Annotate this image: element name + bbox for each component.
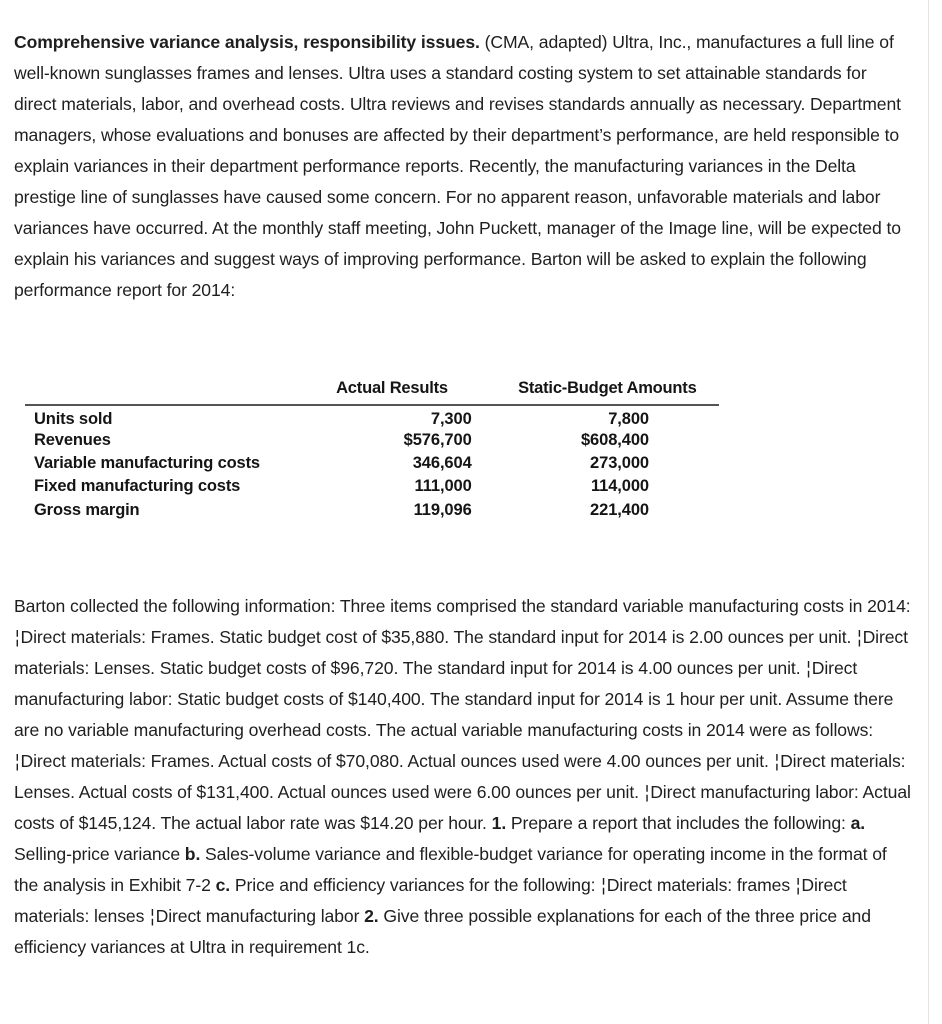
closing-sentence-4: Direct manufacturing labor: Static budget costs of $140,400. The standard input for 2014 is 1 hour per unit. Assume there are no variable manufacturing overhead costs. The actual variable manufacturing costs in 2014 were as follows: xyxy=(14,657,894,740)
requirement-2-marker: 2. xyxy=(364,905,379,926)
closing-sentence-5: Direct materials: Frames. Actual costs of $70,080. Actual ounces used were 4.00 ounces per unit. xyxy=(20,750,769,771)
requirement-b-text: Sales-volume variance and flexible-budget variance for operating income in the format of the analysis in Exhibit 7-2 xyxy=(14,843,887,895)
row-static-value: 221,400 xyxy=(590,500,649,519)
bullet-separator-icon: ¦ xyxy=(857,626,862,647)
row-label: Gross margin xyxy=(34,500,140,519)
requirement-c-item-2: Direct materials: lenses xyxy=(14,874,847,926)
bullet-separator-icon: ¦ xyxy=(601,874,606,895)
closing-sentence-3: Direct materials: Lenses. Static budget costs of $96,720. The standard input for 2014 is 4.00 ounces per unit. xyxy=(14,626,908,678)
bullet-separator-icon: ¦ xyxy=(795,874,801,895)
requirement-c-item-1: Direct materials: frames xyxy=(606,874,791,895)
problem-title: Comprehensive variance analysis, responsibility issues. xyxy=(14,31,480,52)
requirement-b-marker: b. xyxy=(184,843,201,864)
bullet-separator-icon: ¦ xyxy=(15,626,20,647)
row-actual-value: 111,000 xyxy=(414,477,472,496)
table-row xyxy=(25,475,719,498)
performance-report-table xyxy=(25,379,719,522)
row-actual-value: 346,604 xyxy=(412,454,472,473)
row-static-value: $608,400 xyxy=(580,431,649,450)
row-actual-value: $576,700 xyxy=(403,431,472,450)
table-row xyxy=(25,452,719,475)
requirement-c-text: Price and efficiency variances for the following: xyxy=(234,874,596,895)
bullet-separator-icon: ¦ xyxy=(150,905,155,926)
closing-sentence-1: Barton collected the following information: Three items comprised the standard variable manufacturing costs in 2014: xyxy=(14,595,911,616)
bullet-separator-icon: ¦ xyxy=(806,657,811,678)
row-actual-value: 7,300 xyxy=(430,410,472,428)
row-actual-value: 119,096 xyxy=(413,500,472,519)
requirement-2-text: Give three possible explanations for each of the three price and efficiency variances at Ultra in requirement 1c. xyxy=(14,905,871,957)
closing-sentence-7: Direct manufacturing labor: Actual costs of $145,124. The actual labor rate was $14.20 per hour. xyxy=(14,781,911,833)
page-right-edge xyxy=(928,0,929,1024)
intro-body-text: (CMA, adapted) Ultra, Inc., manufactures a full line of well-known sunglasses frames and lenses. Ultra uses a standard costing system to set attainable standards for direct materials, labor, and overhead costs. Ultra reviews and revises standards annually as necessary. Department managers, whose evaluations and bonuses are affected by their department’s performance, are held responsible to explain variances in their department performance reports. Recently, the manufacturing variances in the Delta prestige line of sunglasses have caused some concern. For no apparent reason, unfavorable materials and labor variances have occurred. At the monthly staff meeting, John Puckett, manager of the Image line, will be expected to explain his variances and suggest ways of improving performance. Barton will be asked to explain the following performance report for 2014: xyxy=(14,31,901,300)
table-header-row xyxy=(25,379,719,404)
closing-sentence-6: Direct materials: Lenses. Actual costs of $131,400. Actual ounces used were 6.00 ounces per unit. xyxy=(14,750,906,802)
row-label: Fixed manufacturing costs xyxy=(34,477,241,496)
requirement-1-text: Prepare a report that includes the following: xyxy=(510,812,846,833)
bullet-separator-icon: ¦ xyxy=(774,750,780,771)
row-label: Revenues xyxy=(34,431,111,450)
column-header-label xyxy=(25,379,304,404)
requirement-1-marker: 1. xyxy=(491,812,507,833)
row-static-value: 273,000 xyxy=(590,454,649,473)
requirement-c-item-3: Direct manufacturing labor xyxy=(155,905,360,926)
table-row xyxy=(25,429,719,452)
closing-paragraph xyxy=(14,591,912,963)
requirement-a-text: Selling-price variance xyxy=(14,843,180,864)
table-body xyxy=(25,405,719,522)
row-static-value: 114,000 xyxy=(590,477,649,496)
row-static-value: 7,800 xyxy=(608,410,649,428)
intro-paragraph xyxy=(14,27,906,306)
column-header-actual-results: Actual Results xyxy=(336,379,448,397)
table-header xyxy=(25,379,719,405)
requirement-a-marker: a. xyxy=(850,812,866,833)
table-row xyxy=(25,499,719,522)
closing-sentence-2: Direct materials: Frames. Static budget cost of $35,880. The standard input for 2014 is 2.00 ounces per unit. xyxy=(20,626,852,647)
requirement-c-marker: c. xyxy=(215,874,231,895)
bullet-separator-icon: ¦ xyxy=(15,750,20,771)
table-row xyxy=(25,405,719,429)
column-header-static-budget-amounts: Static-Budget Amounts xyxy=(518,379,697,397)
row-label: Variable manufacturing costs xyxy=(34,454,260,473)
bullet-separator-icon: ¦ xyxy=(644,781,650,802)
row-label: Units sold xyxy=(34,410,113,428)
